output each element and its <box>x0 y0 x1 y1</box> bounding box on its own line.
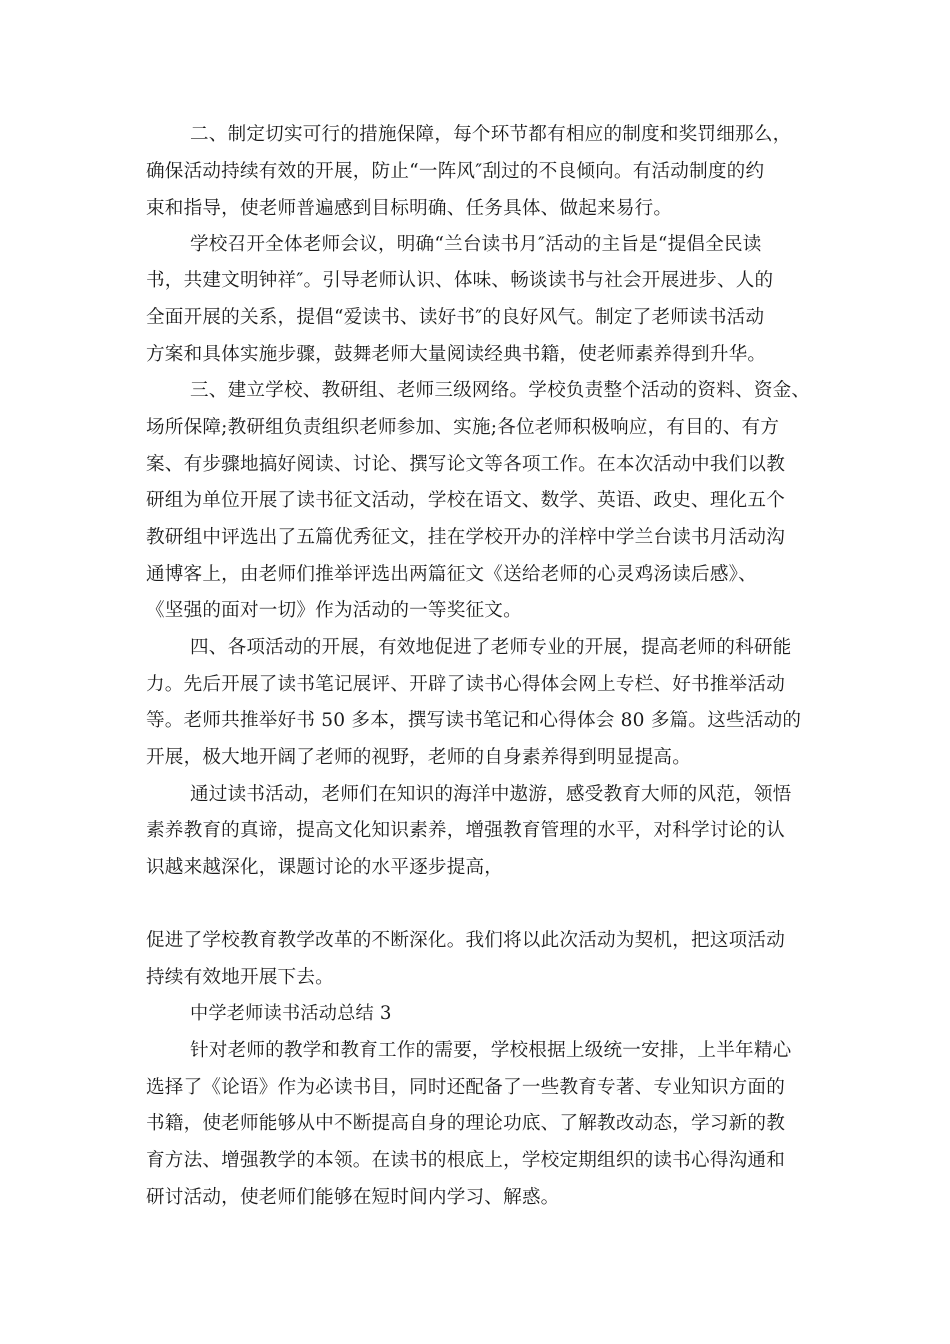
paragraph-4-line-3: 等。老师共推举好书 50 多本，撰写读书笔记和心得体会 80 多篇。这些活动的 <box>146 710 802 731</box>
paragraph-6-line-2: 持续有效地开展下去。 <box>146 967 334 988</box>
paragraph-1-line-3: 束和指导，使老师普遍感到目标明确、任务具体、做起来易行。 <box>146 198 673 219</box>
paragraph-3-line-5: 教研组中评选出了五篇优秀征文，挂在学校开办的洋梓中学兰台读书月活动沟 <box>146 527 785 548</box>
paragraph-3-line-7: 《坚强的面对一切》作为活动的一等奖征文。 <box>146 600 522 621</box>
paragraph-7-line-1: 针对老师的教学和教育工作的需要，学校根据上级统一安排，上半年精心 <box>190 1040 792 1061</box>
paragraph-7-line-2: 选择了《论语》作为必读书目，同时还配备了一些教育专著、专业知识方面的 <box>146 1077 785 1098</box>
paragraph-4-line-2: 力。先后开展了读书笔记展评、开辟了读书心得体会网上专栏、好书推举活动 <box>146 674 785 695</box>
paragraph-7-line-4: 育方法、增强教学的本领。在读书的根底上，学校定期组织的读书心得沟通和 <box>146 1150 785 1171</box>
paragraph-3-line-4: 研组为单位开展了读书征文活动，学校在语文、数学、英语、政史、理化五个 <box>146 490 785 511</box>
section-heading: 中学老师读书活动总结 3 <box>190 1003 392 1024</box>
paragraph-3-line-6: 通博客上，由老师们推举评选出两篇征文《送给老师的心灵鸡汤读后感》、 <box>146 564 757 585</box>
paragraph-2-line-3: 全面开展的关系，提倡“爱读书、读好书″的良好风气。制定了老师读书活动 <box>146 307 765 328</box>
paragraph-1-line-1: 二、制定切实可行的措施保障，每个环节都有相应的制度和奖罚细那么， <box>190 124 792 145</box>
paragraph-3-line-1: 三、建立学校、教研组、老师三级网络。学校负责整个活动的资料、资金、 <box>190 380 811 401</box>
paragraph-4-line-4: 开展，极大地开阔了老师的视野，老师的自身素养得到明显提高。 <box>146 747 692 768</box>
paragraph-7-line-5: 研讨活动，使老师们能够在短时间内学习、解惑。 <box>146 1187 560 1208</box>
paragraph-3-line-2: 场所保障;教研组负责组织老师参加、实施;各位老师积极响应，有目的、有方 <box>146 417 780 438</box>
paragraph-2-line-4: 方案和具体实施步骤，鼓舞老师大量阅读经典书籍，使老师素养得到升华。 <box>146 344 767 365</box>
paragraph-4-line-1: 四、各项活动的开展，有效地促进了老师专业的开展，提高老师的科研能 <box>190 637 792 658</box>
paragraph-7-line-3: 书籍，使老师能够从中不断提高自身的理论功底、了解教改动态，学习新的教 <box>146 1113 785 1134</box>
paragraph-5-line-2: 素养教育的真谛，提高文化知识素养，增强教育管理的水平，对科学讨论的认 <box>146 820 785 841</box>
paragraph-1-line-2: 确保活动持续有效的开展，防止“一阵风″刮过的不良倾向。有活动制度的约 <box>146 161 765 182</box>
paragraph-5-line-3: 识越来越深化，课题讨论的水平逐步提高， <box>146 857 504 878</box>
paragraph-3-line-3: 案、有步骤地搞好阅读、讨论、撰写论文等各项工作。在本次活动中我们以教 <box>146 454 785 475</box>
paragraph-2-line-1: 学校召开全体老师会议，明确“兰台读书月″活动的主旨是“提倡全民读 <box>190 234 762 255</box>
paragraph-6-line-1: 促进了学校教育教学改革的不断深化。我们将以此次活动为契机，把这项活动 <box>146 930 785 951</box>
paragraph-2-line-2: 书，共建文明钟祥″。引导老师认识、体味、畅谈读书与社会开展进步、人的 <box>146 270 774 291</box>
paragraph-5-line-1: 通过读书活动，老师们在知识的海洋中遨游，感受教育大师的风范，领悟 <box>190 784 792 805</box>
